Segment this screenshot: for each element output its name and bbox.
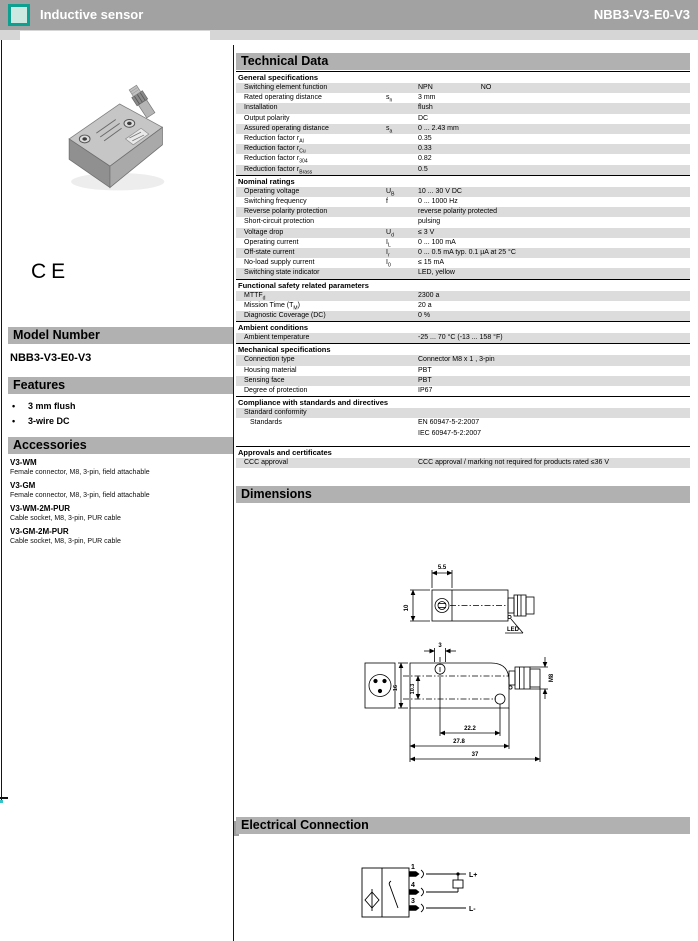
accessory-item xyxy=(10,504,233,523)
accessory-item xyxy=(10,527,233,546)
spec-label: $MTTF_d$ xyxy=(244,291,266,302)
spec-value: -25 ... 70 °C (-13 ... 158 °F) xyxy=(418,334,503,342)
spec-symbol xyxy=(386,366,418,376)
spec-value-2: NO xyxy=(480,84,492,91)
spec-symbol: $s_n$ xyxy=(386,94,393,104)
electrical-connection-heading: Electrical Connection xyxy=(236,817,690,834)
spec-symbol xyxy=(386,458,418,468)
spec-label: Sensing face xyxy=(244,376,285,384)
pin-3-label: 3 xyxy=(411,898,415,905)
spec-symbol xyxy=(386,291,418,301)
spec-label: Diagnostic Coverage (DC) xyxy=(244,312,326,320)
spec-value: reverse polarity protected xyxy=(418,208,497,216)
spec-label: Switching element function xyxy=(244,84,328,91)
spec-symbol xyxy=(386,165,418,175)
spec-symbol xyxy=(386,408,418,418)
spec-row xyxy=(236,228,690,238)
spec-row xyxy=(236,103,690,113)
accessory-name: V3-WM xyxy=(10,458,37,467)
spec-symbol xyxy=(386,311,418,321)
spec-label: Connection type xyxy=(244,356,295,364)
bullet-icon: • xyxy=(12,416,16,426)
spec-subheader: Compliance with standards and directives xyxy=(236,396,690,408)
accessory-name: V3-WM-2M-PUR xyxy=(10,504,70,513)
spec-value: ≤ 15 mA xyxy=(418,259,445,267)
spec-value: 0 ... 1000 Hz xyxy=(418,198,458,206)
spec-value: 20 a xyxy=(418,301,432,309)
dim-3-label: 3 xyxy=(438,643,442,649)
header-underband-gap xyxy=(20,31,210,40)
spec-symbol: $s_a$ xyxy=(386,124,393,135)
spec-value: 3 mm xyxy=(418,94,436,102)
technical-data-heading: Technical Data xyxy=(236,53,690,70)
features-list xyxy=(8,394,233,429)
page-left-rule xyxy=(1,40,2,800)
fold-mark-left xyxy=(0,797,8,799)
spec-row xyxy=(236,268,690,278)
spec-label: Mission Time $(T_M)$ xyxy=(244,301,300,312)
spec-value: 2300 a xyxy=(418,291,440,299)
page-title: Inductive sensor xyxy=(40,7,144,22)
spec-value xyxy=(418,408,690,418)
spec-symbol xyxy=(386,144,418,154)
spec-row xyxy=(236,207,690,217)
supply-minus-label: L- xyxy=(469,906,476,913)
accessory-desc: Cable socket, M8, 3-pin, PUR cable xyxy=(10,538,121,545)
led-label: LED xyxy=(507,627,519,633)
electrical-connection-section xyxy=(236,817,690,941)
model-number-heading: Model Number xyxy=(8,327,233,344)
spec-value: 0.82 xyxy=(418,155,432,163)
spec-value: PBT xyxy=(418,376,432,384)
spec-subheader: Ambient conditions xyxy=(236,321,690,333)
spec-row xyxy=(236,408,690,418)
accessories-section xyxy=(8,437,233,550)
spec-row xyxy=(236,197,690,207)
spec-label: Reduction factor $r_{Cu}$ xyxy=(244,145,306,155)
spec-label: Reverse polarity protection xyxy=(244,208,328,216)
ce-mark: CE xyxy=(31,260,71,283)
accessory-desc: Female connector, M8, 3-pin, field attachable xyxy=(10,492,150,499)
spec-label: No-load supply current xyxy=(244,259,315,267)
spec-label: Switching state indicator xyxy=(244,269,320,277)
feature-item: • 3-wire DC xyxy=(12,416,70,426)
spec-row xyxy=(236,187,690,197)
spec-row xyxy=(236,301,690,311)
dim-10-label: 10 xyxy=(404,604,410,612)
spec-value: 0 % xyxy=(418,312,431,320)
spec-value: 0 ... 100 mA xyxy=(418,238,456,246)
model-number-value: NBB3-V3-E0-V3 xyxy=(10,352,92,364)
spec-symbol xyxy=(386,207,418,217)
spec-value: 0 ... 2.43 mm xyxy=(418,124,459,132)
accessories-heading: Accessories xyxy=(8,437,233,454)
spec-symbol: $I_r$ xyxy=(386,249,390,259)
spec-symbol xyxy=(386,301,418,311)
spec-label: Short-circuit protection xyxy=(244,218,315,226)
spec-row xyxy=(236,291,690,301)
spec-label: Ambient temperature xyxy=(244,334,310,342)
features-heading: Features xyxy=(8,377,233,394)
dim-5-5-label: 5.5 xyxy=(437,565,447,571)
spec-value: EN 60947-5-2:2007 IEC 60947-5-2:2007 xyxy=(418,419,482,437)
spec-label: Voltage drop xyxy=(244,228,284,236)
spec-label: Reduction factor $r_{Al}$ xyxy=(244,135,304,145)
spec-symbol xyxy=(386,355,418,365)
spec-label: Installation xyxy=(244,104,278,112)
spec-label: CCC approval xyxy=(244,458,288,466)
spec-symbol xyxy=(386,376,418,386)
spec-row xyxy=(236,366,690,376)
accessory-name: V3-GM-2M-PUR xyxy=(10,527,69,536)
fold-mark-teal xyxy=(0,800,3,803)
wiring-diagram xyxy=(346,858,521,930)
spec-row xyxy=(236,355,690,365)
spec-subheader: General specifications xyxy=(236,71,690,83)
spec-value: NPN NO xyxy=(418,84,492,91)
spec-subheader: Approvals and certificates xyxy=(236,446,690,458)
accessory-desc: Female connector, M8, 3-pin, field attachable xyxy=(10,469,150,476)
spec-value: 10 ... 30 V DC xyxy=(418,187,462,195)
spec-value: LED, yellow xyxy=(418,269,455,277)
spec-value: ≤ 3 V xyxy=(418,228,435,236)
spec-row xyxy=(236,114,690,124)
spec-symbol: $I_L$ xyxy=(386,238,391,249)
spec-label: Operating voltage xyxy=(244,187,300,195)
spec-row xyxy=(236,124,690,134)
dimensions-heading: Dimensions xyxy=(236,486,690,503)
spec-symbol xyxy=(386,268,418,278)
spec-subheader: Functional safety related parameters xyxy=(236,279,690,291)
spec-value: 0.35 xyxy=(418,135,432,143)
spec-label: Switching frequency xyxy=(244,198,307,206)
spec-row xyxy=(236,217,690,227)
header-part-number: NBB3-V3-E0-V3 xyxy=(593,7,690,22)
model-number-section xyxy=(8,327,233,364)
dim-m8-label: M8 xyxy=(549,673,555,683)
dim-22-2-label: 22.2 xyxy=(464,726,476,732)
spec-label: Reduction factor $r_{Brass}$ xyxy=(244,165,313,176)
column-divider-rule xyxy=(233,45,234,941)
spec-symbol xyxy=(386,418,418,438)
spec-label: Output polarity xyxy=(244,114,290,122)
spec-row xyxy=(236,238,690,248)
spec-subheader: Mechanical specifications xyxy=(236,343,690,355)
spec-value: 0.33 xyxy=(418,145,432,153)
spec-row xyxy=(236,165,690,175)
spec-symbol xyxy=(386,103,418,113)
technical-rows xyxy=(236,71,690,468)
spec-label: Operating current xyxy=(244,238,299,246)
spec-row xyxy=(236,386,690,396)
spec-row xyxy=(236,458,690,468)
spec-row xyxy=(236,144,690,154)
spec-value: flush xyxy=(418,104,433,112)
spec-symbol: $U_d$ xyxy=(386,228,394,239)
spec-row xyxy=(236,154,690,164)
spec-symbol: f xyxy=(386,198,388,206)
spec-symbol xyxy=(386,333,418,343)
spec-value: Connector M8 x 1 , 3-pin xyxy=(418,356,495,364)
dimension-drawing-side xyxy=(392,546,602,646)
feature-item: • 3 mm flush xyxy=(12,401,76,411)
features-section xyxy=(8,377,233,429)
spec-value: PBT xyxy=(418,366,432,374)
spec-symbol xyxy=(386,83,418,93)
spec-label: Degree of protection xyxy=(244,387,308,395)
spec-row xyxy=(236,248,690,258)
dim-27-8-label: 27.8 xyxy=(453,739,465,745)
spec-label: Reduction factor $r_{304}$ xyxy=(244,155,308,165)
spec-value: 0.5 xyxy=(418,165,428,173)
spec-symbol xyxy=(386,154,418,164)
accessory-item xyxy=(10,458,233,477)
pin-4-label: 4 xyxy=(411,882,415,889)
spec-label: Standards xyxy=(250,419,282,427)
spec-row xyxy=(236,83,690,93)
spec-label: Standard conformity xyxy=(244,409,307,417)
accessories-list xyxy=(8,454,233,546)
spec-symbol xyxy=(386,217,418,227)
bullet-icon: • xyxy=(12,401,16,411)
spec-symbol xyxy=(386,134,418,144)
pin-1-label: 1 xyxy=(411,864,415,871)
spec-symbol xyxy=(386,114,418,124)
spec-symbol: $I_0$ xyxy=(386,259,391,269)
product-photo xyxy=(40,78,176,196)
spec-row xyxy=(236,418,690,438)
accessory-item xyxy=(10,481,233,500)
spec-subheader: Nominal ratings xyxy=(236,175,690,187)
dimension-drawing-top xyxy=(348,640,638,768)
spec-symbol: $U_B$ xyxy=(386,187,395,198)
spec-label: Housing material xyxy=(244,366,297,374)
supply-plus-label: L+ xyxy=(469,872,478,879)
technical-data-section xyxy=(236,53,690,468)
spec-value: 0 ... 0.5 mA typ. 0.1 µA at 25 °C xyxy=(418,249,516,257)
accessory-name: V3-GM xyxy=(10,481,36,490)
spec-value: IP67 xyxy=(418,387,433,395)
dimensions-section xyxy=(236,486,690,814)
spec-value: pulsing xyxy=(418,218,441,226)
spec-label: Off-state current xyxy=(244,249,295,257)
spec-row xyxy=(236,333,690,343)
spec-label: Assured operating distance xyxy=(244,124,329,132)
spec-label: Rated operating distance xyxy=(244,94,322,102)
dim-37-label: 37 xyxy=(471,752,479,758)
spec-row xyxy=(236,258,690,268)
spec-value: CCC approval / marking not required for products rated ≤36 V xyxy=(418,458,609,466)
accessory-desc: Cable socket, M8, 3-pin, PUR cable xyxy=(10,515,121,522)
dim-10-3-label: 10.3 xyxy=(410,683,416,695)
spec-row xyxy=(236,311,690,321)
dim-16-label: 16 xyxy=(393,684,399,692)
brand-icon xyxy=(8,4,30,26)
spec-row xyxy=(236,134,690,144)
spec-value: DC xyxy=(418,114,429,122)
spec-row xyxy=(236,376,690,386)
spec-row xyxy=(236,93,690,103)
page-header xyxy=(0,0,698,30)
spec-symbol xyxy=(386,386,418,396)
